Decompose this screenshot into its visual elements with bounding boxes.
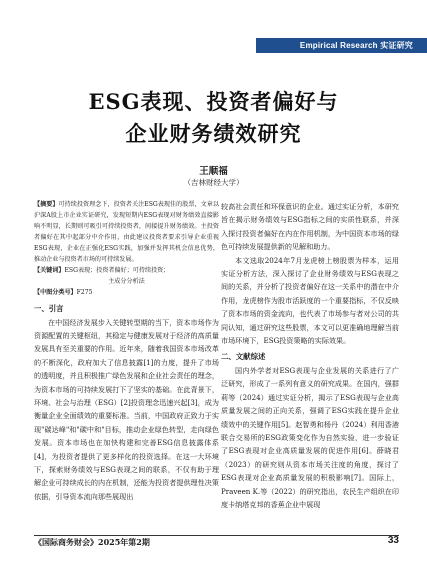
abstract-text: 可持续投资理念下，投资者关注ESG表现佳的股票，文章以沪深A股上市企业实证研究，发现短期内ESG表现对财务绩效直接影响不明显，长期则可吸引可持续投资者，间接提升财务绩效。主投资者偏好在其中起部分中介作用，由此建议投资者要求引导企业重视ESG表现，企业在正强化ESG实践，加强并发挥其机会信息优势，推动企业与投资者市场的可持续发展。	[34, 201, 219, 263]
literature-review-heading: 二、文献综述	[221, 352, 266, 362]
abstract-label: 【摘要】	[34, 201, 59, 208]
classification-line	[34, 288, 219, 299]
literature-review-paragraph: 国内外学者对ESG表现与企业发展的关系进行了广泛研究，形成了一系列有意义的研究成果。在国内，强群莉等（2024）通过实证分析，揭示了ESG表现与企业高质量发展之间的正向关系，强调了ESG实践在提升企业绩效中的关键作用[5]。赵智勇和杨丹（2024）利用香港联合交易所的ESG政策变化作为自然实验，进一步验证了ESG表现对企业高质量发展的促进作用[6]。薛晓君（2023）的研究则从资本市场关注度的角度，探讨了ESG表现对企业高质量发展的积极影响[7]。国际上，Praveen K.等（2022）的研究指出，农民生产组织在印度卡纳塔克邦的香蕉企业中展现	[221, 365, 399, 509]
intro-paragraph: 在中国经济发展步入关键转型期的当下，资本市场作为资源配置的关键枢纽，其稳定与健康发展对于经济的高质量发展具有至关重要的作用。近年来，随着我国资本市场改革的不断深化，政府加大了信息披露[1]的力度，提升了市场的透明度，并且积极推广绿色发展和企业社会责任的理念，为资本市场的可持续发展打下了坚实的基础。在此背景下，环境、社会与治理（ESG）[2]投资理念迅速兴起[3]，成为衡量企业全面绩效的重要标准。当前，中国政府正致力于实现"碳达峰"和"碳中和"目标，推动企业绿色转型，走向绿色发展。资本市场也在加快构建和完善ESG信息披露体系[4]，为投资者提供了更多样化的投资选择。在这一大环境下，探索财务绩效与ESG表现之间的联系，不仅有助于理解企业可持续成长的内在机制，还能为投资者提供理性决策依据，引导资本流向那些展现出	[34, 317, 219, 501]
article-title-line-2: 企业财务绩效研究	[125, 121, 302, 146]
intro-heading: 一、引言	[34, 304, 64, 314]
classification-code: F275	[76, 289, 93, 297]
intro-paragraph-continued: 较高社会责任和环保意识的企业。通过实证分析，本研究旨在揭示财务绩效与ESG指标之间的实质性联系，并深入探讨投资者偏好在内在作用机制，为中国资本市场的绿色可持续发展提供新的见解和助力。	[221, 202, 399, 252]
article-title-line-1: ESG表现、投资者偏好与	[88, 89, 339, 114]
keywords-label: 【关键词】	[34, 267, 65, 275]
left-column	[34, 200, 219, 503]
keywords-text: ESG表现；投资者偏好；可持续投资；	[64, 267, 170, 275]
classification-label: 【中图分类号】	[34, 289, 77, 297]
keywords-continuation: 主成分分析法	[108, 278, 145, 286]
author-name: 王顺福	[199, 166, 228, 177]
page-number: 33	[387, 535, 399, 546]
journal-issue: 《国际商务财会》2025年第2期	[34, 537, 150, 547]
footer-divider	[34, 535, 399, 536]
abstract	[34, 200, 219, 265]
sample-paragraph: 本文选取2024年7月龙虎榜上榜股票为样本，运用实证分析方法，深入探讨了企业财务绩效与ESG表现之间的关系，并分析了投资者偏好在这一关系中的潜在中介作用，龙虎榜作为股市活跃度的一个重要指标，不仅反映了资本市场的资金流向，也代表了市场参与者对公司的共同认知，通过研究这些股票，本文可以更准确地理解当前市场环境下，ESG投资策略的实际效果。	[221, 255, 399, 346]
right-column	[221, 200, 399, 511]
author-affiliation: （吉林财经大学）	[183, 178, 244, 187]
keywords-line	[34, 266, 219, 277]
section-banner: Empirical Research 实证研究	[256, 38, 427, 53]
